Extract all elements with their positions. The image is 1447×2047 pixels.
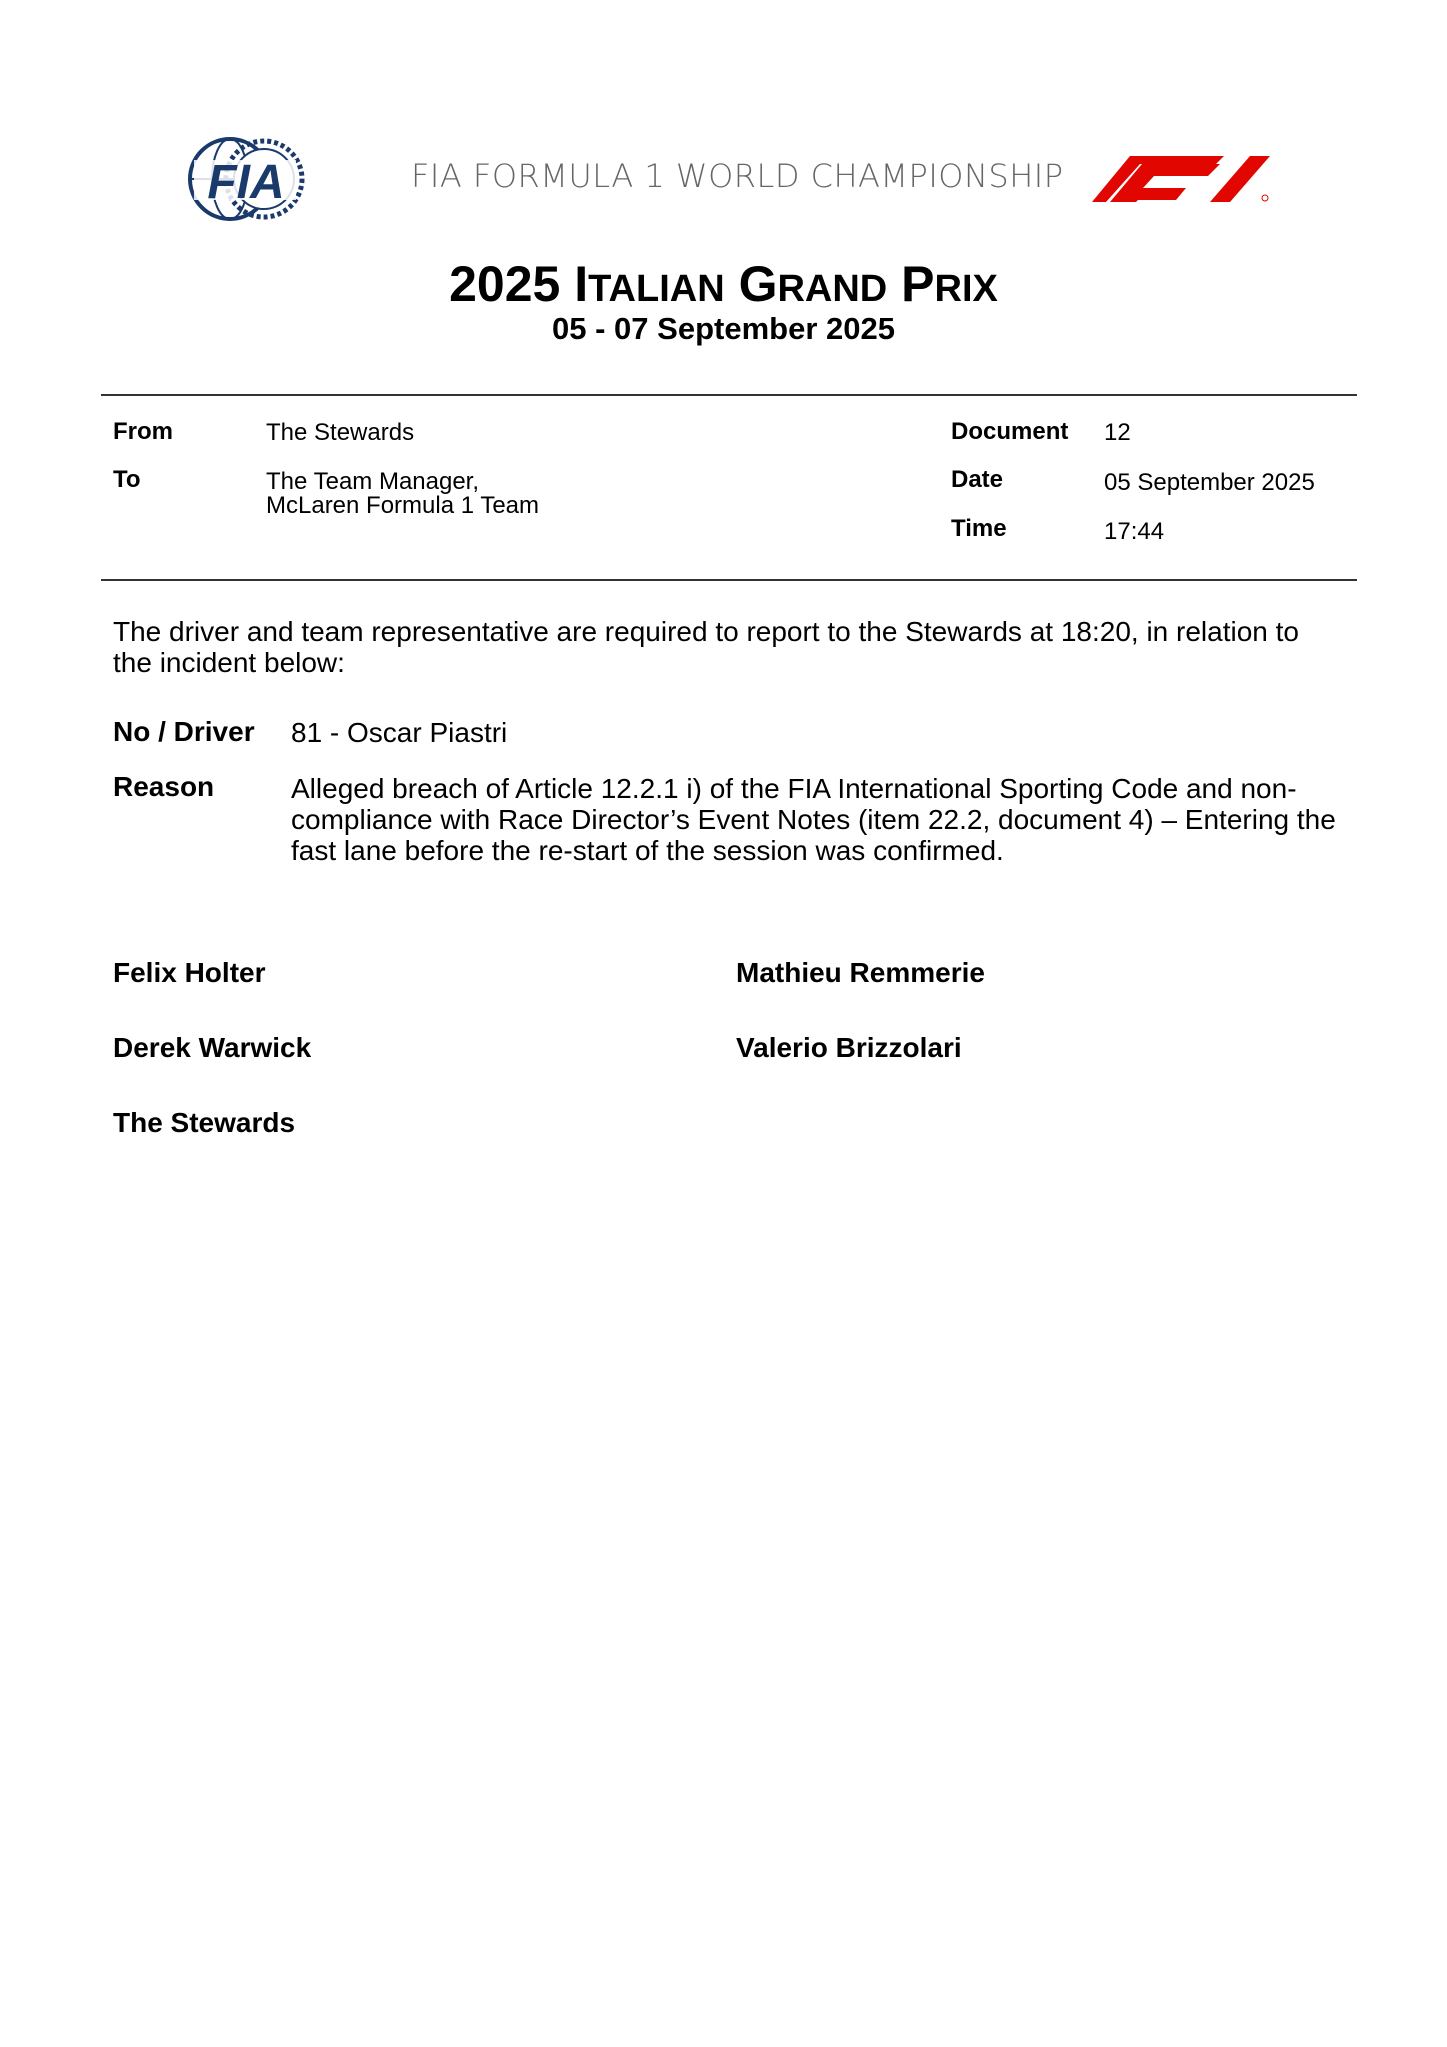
date-label: Date [951,466,1004,493]
svg-text:FIA: FIA [207,156,285,209]
steward-name: Felix Holter [113,957,266,988]
event-year: 2025 [449,256,561,312]
divider-bottom [101,579,1357,581]
event-title [0,255,1447,313]
to-value-line2: McLaren Formula 1 Team [266,492,539,519]
document-label: Document [951,418,1069,445]
intro-paragraph: The driver and team representative are required to report to the Stewards at 18:20, in relation to the incident below: [113,616,1299,678]
driver-label: No / Driver [113,716,255,747]
to-value-line1: The Team Manager, [266,468,480,495]
to-label: To [113,466,141,493]
from-label: From [113,418,173,445]
from-value: The Stewards [266,419,415,446]
divider-top [101,394,1357,396]
date-value: 05 September 2025 [1104,469,1315,496]
f1-logo [1092,154,1272,204]
steward-name: Mathieu Remmerie [736,957,985,988]
steward-name: Derek Warwick [113,1032,312,1063]
document-header [0,130,1447,230]
fia-logo [184,136,308,222]
document-value: 12 [1104,419,1131,446]
time-label: Time [951,515,1007,542]
steward-name: Valerio Brizzolari [736,1032,962,1063]
event-name: ITALIAN GRAND PRIX [574,256,998,312]
championship-title: FIA FORMULA 1 WORLD CHAMPIONSHIP [411,157,1064,195]
reason-label: Reason [113,771,215,802]
stewards-signoff: The Stewards [113,1107,296,1138]
reason-value: Alleged breach of Article 12.2.1 i) of the FIA International Sporting Code and non-compliance with Race Director’s Event Notes (item 22.2, document 4) – Entering the fast lane before the re-start of the session was confirmed. [291,773,1336,866]
time-value: 17:44 [1104,518,1165,545]
event-dates: 05 - 07 September 2025 [552,311,895,346]
driver-value: 81 - Oscar Piastri [291,717,508,748]
